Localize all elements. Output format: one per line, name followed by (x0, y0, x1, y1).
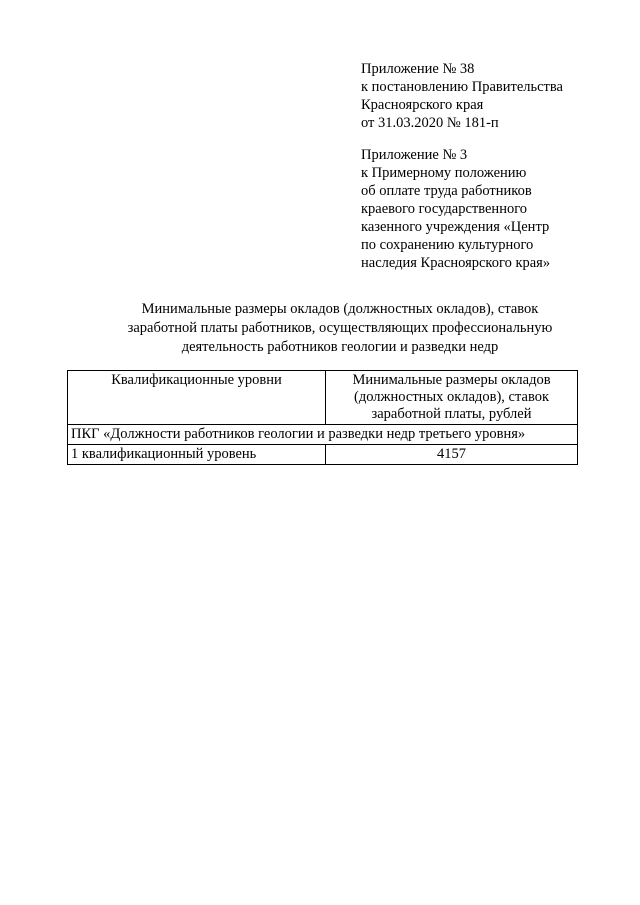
title-line: Минимальные размеры окладов (должностных окладов), ставок (141, 301, 539, 317)
document-title (60, 300, 620, 357)
appendix-38-block (361, 60, 631, 132)
appendix-3-line: к Примерному положению (361, 165, 527, 181)
appendix-3-block (361, 146, 631, 272)
table-row (68, 445, 578, 465)
appendix-38-line: Приложение № 38 (361, 61, 475, 77)
salary-value-cell: 4157 (326, 445, 578, 465)
title-line: заработной платы работников, осуществляющих профессиональную (127, 320, 553, 336)
appendix-3-line: казенного учреждения «Центр (361, 219, 550, 235)
appendix-38-line: Красноярского края (361, 97, 484, 113)
appendix-3-line: об оплате труда работников (361, 183, 532, 199)
header-minimum-salaries: Минимальные размеры окладов (должностных окладов), ставок заработной платы, рублей (326, 371, 578, 425)
header-qualification-levels: Квалификационные уровни (68, 371, 326, 425)
title-line: деятельность работников геологии и разведки недр (181, 339, 499, 355)
appendix-3-line: Приложение № 3 (361, 147, 468, 163)
table-header-row (68, 371, 578, 425)
appendix-38-line: к постановлению Правительства (361, 79, 563, 95)
appendix-38-line: от 31.03.2020 № 181-п (361, 115, 499, 131)
group-title-cell: ПКГ «Должности работников геологии и разведки недр третьего уровня» (68, 425, 578, 445)
appendix-3-line: краевого государственного (361, 201, 528, 217)
salary-table (67, 370, 578, 465)
appendix-3-line: по сохранению культурного (361, 237, 534, 253)
appendix-3-line: наследия Красноярского края» (361, 255, 551, 271)
qualification-level-cell: 1 квалификационный уровень (68, 445, 326, 465)
table-group-row (68, 425, 578, 445)
